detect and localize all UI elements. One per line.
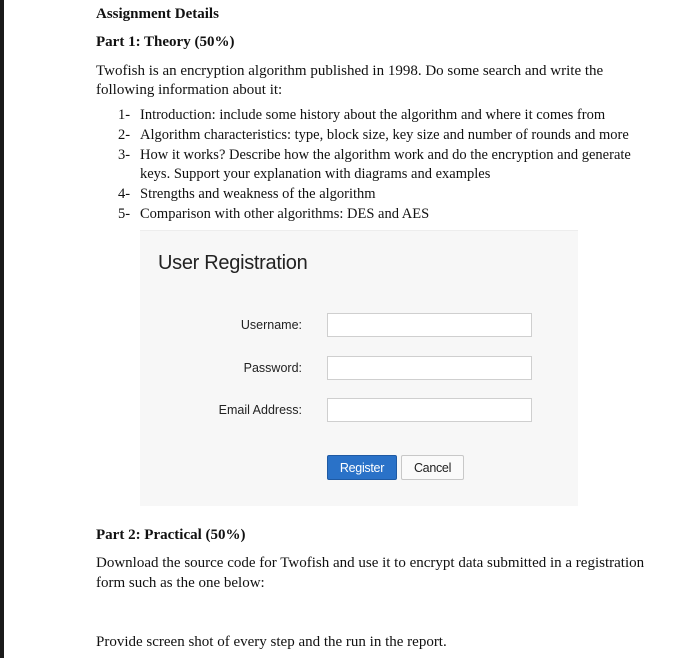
part1-heading: Part 1: Theory (50%) (96, 34, 235, 50)
registration-form (140, 230, 578, 506)
password-input[interactable] (327, 356, 532, 380)
list-item-number: 1- (118, 107, 131, 123)
list-item-number: 5- (118, 206, 131, 222)
cancel-button[interactable]: Cancel (401, 455, 464, 480)
list-item-text-continued: keys. Support your explanation with diagrams and examples (140, 166, 491, 182)
list-item-number: 2- (118, 127, 131, 143)
part2-para-line-2: form such as the one below: (96, 575, 265, 591)
document-title: Assignment Details (96, 6, 219, 22)
list-item-text: Strengths and weakness of the algorithm (140, 186, 376, 202)
form-title: User Registration (158, 252, 308, 274)
part1-intro-line-1: Twofish is an encryption algorithm published in 1998. Do some search and write the (96, 63, 604, 79)
list-item-number: 3- (118, 147, 131, 163)
password-label: Password: (243, 361, 302, 375)
list-item-text: How it works? Describe how the algorithm work and do the encryption and generate (140, 147, 631, 163)
register-button[interactable]: Register (327, 455, 397, 480)
list-item-text: Introduction: include some history about the algorithm and where it comes from (140, 107, 606, 123)
part2-footer-note: Provide screen shot of every step and the run in the report. (96, 634, 447, 650)
part2-heading: Part 2: Practical (50%) (96, 527, 246, 543)
username-input[interactable] (327, 313, 532, 337)
part1-intro-line-2: following information about it: (96, 82, 283, 98)
email-input[interactable] (327, 398, 532, 422)
email-label: Email Address: (218, 403, 302, 417)
page-left-border (0, 0, 4, 658)
list-item-number: 4- (118, 186, 131, 202)
username-label: Username: (240, 318, 302, 332)
part2-para-line-1: Download the source code for Twofish and use it to encrypt data submitted in a registration (96, 555, 645, 571)
list-item-text: Algorithm characteristics: type, block size, key size and number of rounds and more (140, 127, 629, 143)
list-item-text: Comparison with other algorithms: DES and AES (140, 206, 430, 222)
